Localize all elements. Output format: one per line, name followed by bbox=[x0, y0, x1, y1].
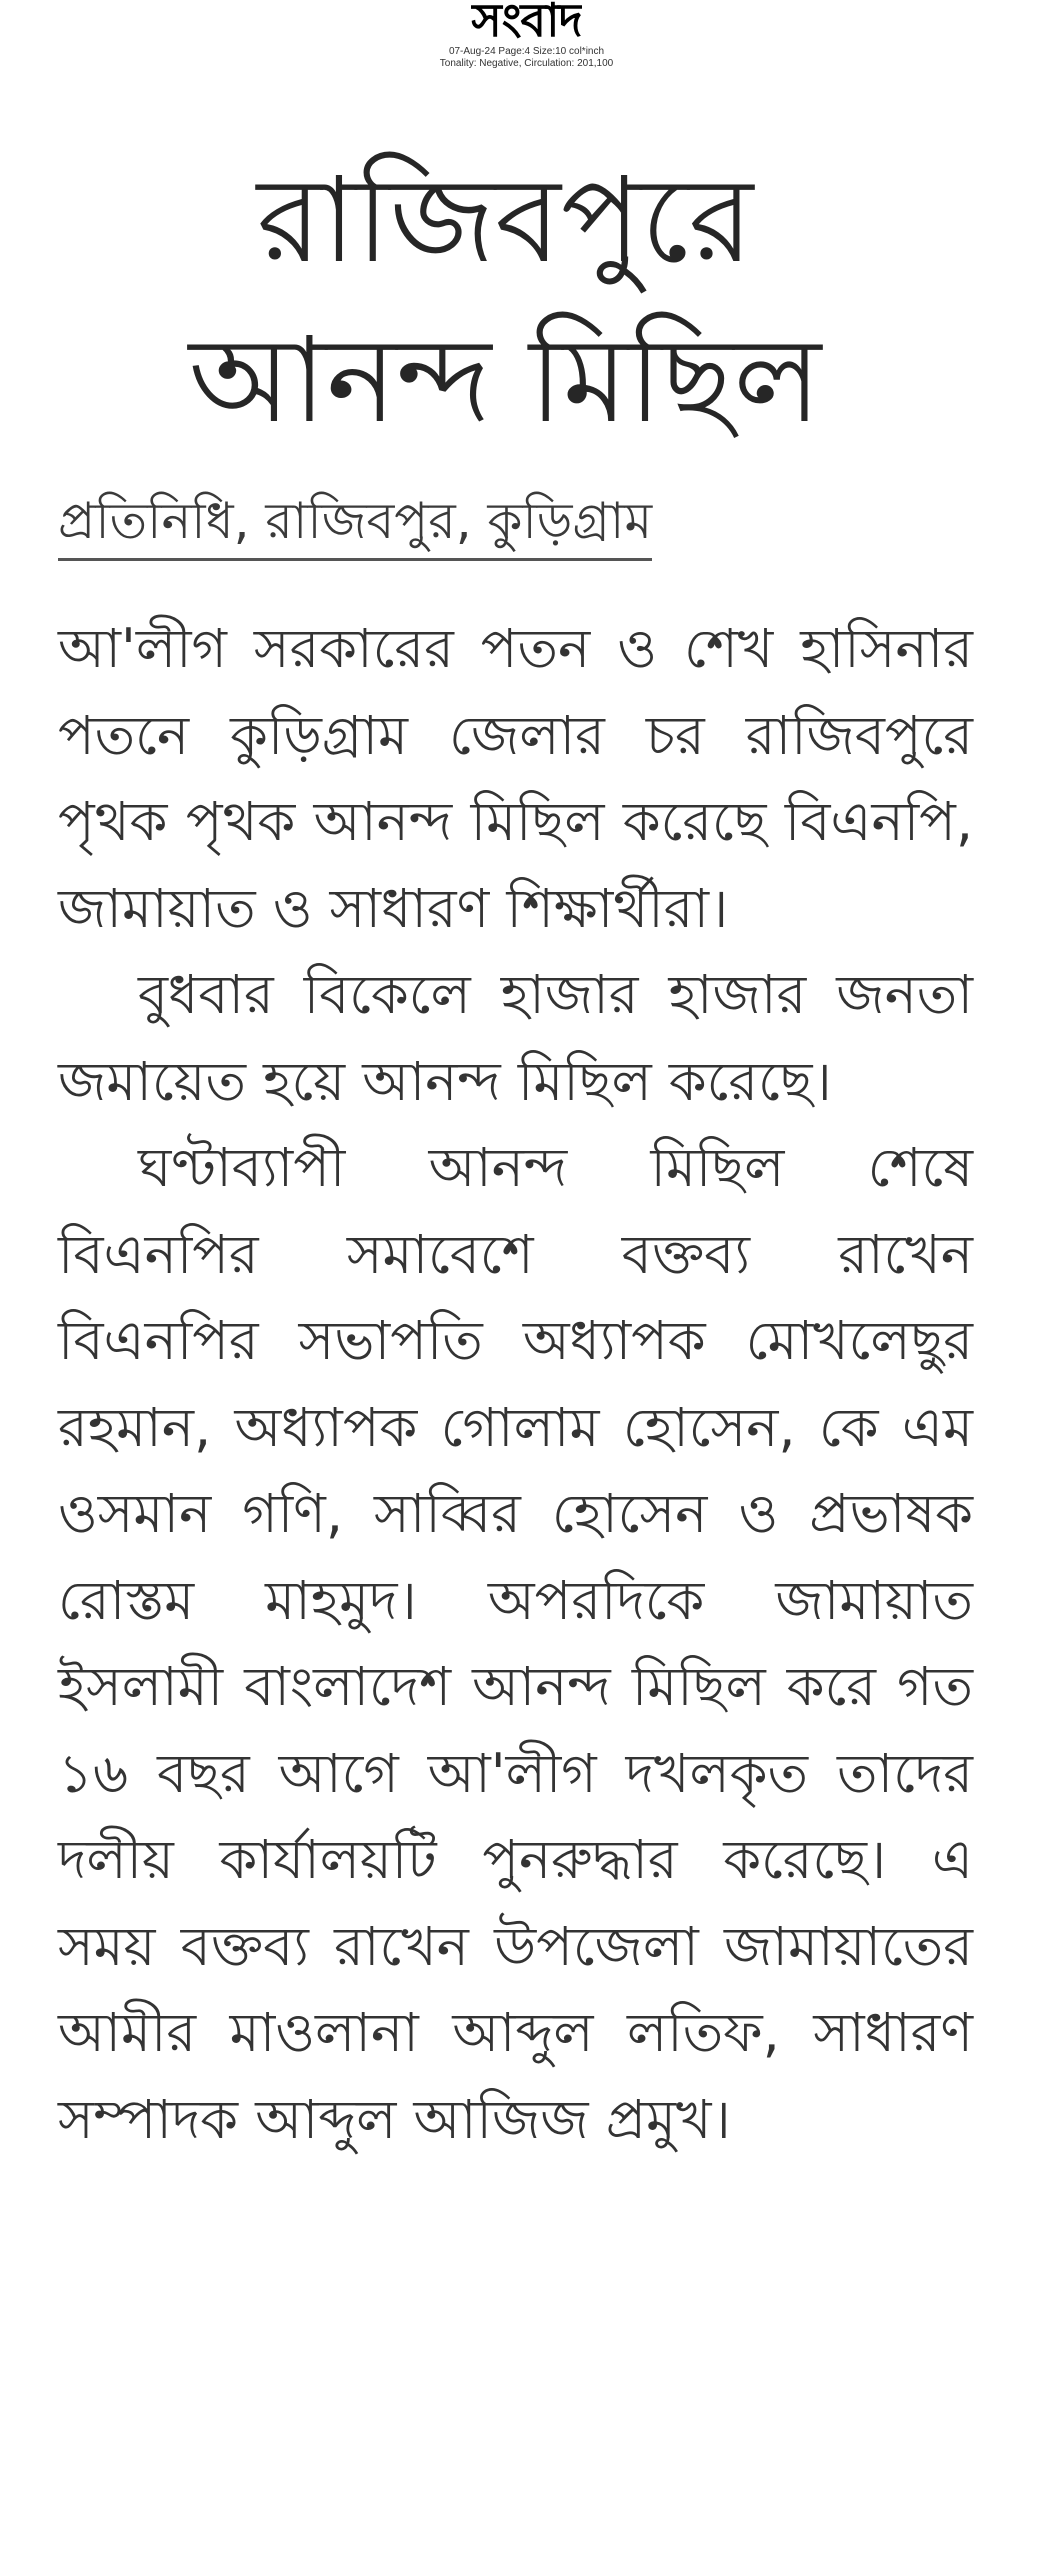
article-paragraph-2: বুধবার বিকেলে হাজার হাজার জনতা জমায়েত হয়ে আনন্দ মিছিল করেছে। bbox=[58, 963, 973, 1113]
article-body bbox=[58, 606, 973, 2163]
article-paragraph-1: আ'লীগ সরকারের পতন ও শেখ হাসিনার পতনে কুড়িগ্রাম জেলার চর রাজিবপুরে পৃথক পৃথক আনন্দ মিছিল করেছে বিএনপি, জামায়াত ও সাধারণ শিক্ষার্থীরা। bbox=[58, 617, 973, 940]
article-byline: প্রতিনিধি, রাজিবপুর, কুড়িগ্রাম bbox=[58, 488, 652, 561]
headline-line-1: রাজিবপুরে bbox=[256, 151, 754, 289]
article-paragraph-3: ঘণ্টাব্যাপী আনন্দ মিছিল শেষে বিএনপির সমাবেশে বক্তব্য রাখেন বিএনপির সভাপতি অধ্যাপক মোখলেছুর রহমান, অধ্যাপক গোলাম হোসেন, কে এম ওসমান গণি, সাব্বির হোসেন ও প্রভাষক রোস্তম মাহমুদ। অপরদিকে জামায়াত ইসলামী বাংলাদেশ আনন্দ মিছিল করে গত ১৬ বছর আগে আ'লীগ দখলকৃত তাদের দলীয় কার্যালয়টি পুনরুদ্ধার করেছে। এ সময় বক্তব্য রাখেন উপজেলা জামায়াতের আমীর মাওলানা আব্দুল লতিফ, সাধারণ সম্পাদক আব্দুল আজিজ প্রমুখ। bbox=[58, 1136, 973, 2151]
article-headline bbox=[40, 140, 970, 460]
clipping-meta-line-2: Tonality: Negative, Circulation: 201,100 bbox=[439, 58, 614, 69]
newspaper-logo: সংবাদ bbox=[471, 0, 582, 42]
headline-line-2: আনন্দ মিছিল bbox=[188, 311, 822, 449]
clipping-meta-line-1: 07-Aug-24 Page:4 Size:10 col*inch bbox=[448, 46, 605, 57]
masthead bbox=[0, 0, 1053, 70]
